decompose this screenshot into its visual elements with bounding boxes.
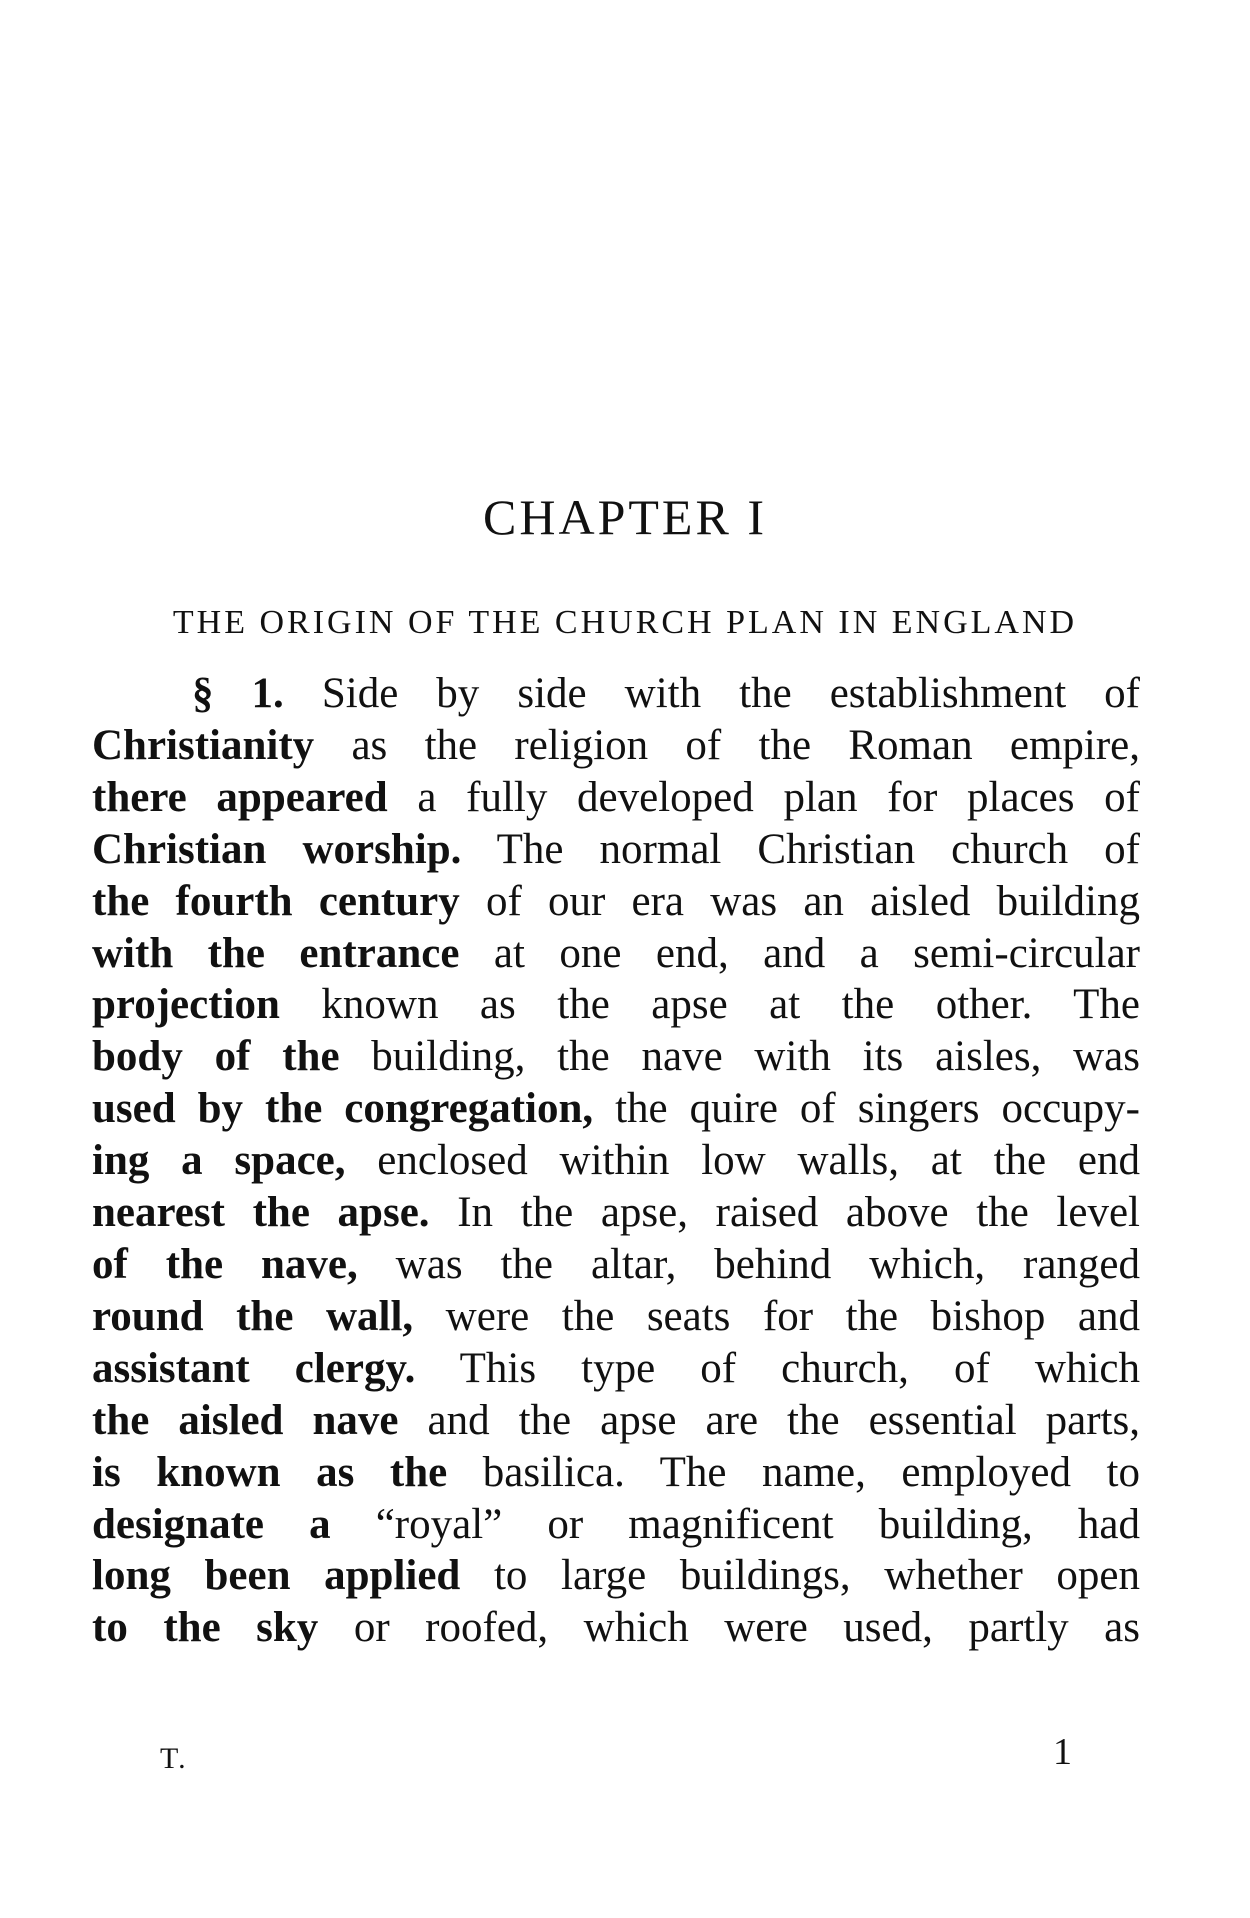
text-line: assistant clergy. This type of church, of which bbox=[92, 1344, 1140, 1392]
page-number: 1 bbox=[1053, 1731, 1072, 1773]
text-line: body of the building, the nave with its aisles, was bbox=[92, 1033, 1140, 1081]
chapter-heading: CHAPTER I bbox=[483, 488, 767, 545]
text-line: round the wall, were the seats for the bishop and bbox=[92, 1292, 1140, 1340]
text-line: the fourth century of our era was an aisled building bbox=[92, 877, 1140, 925]
text-line: to the sky or roofed, which were used, partly as bbox=[92, 1604, 1140, 1652]
text-line: ing a space, enclosed within low walls, at the end bbox=[92, 1137, 1141, 1185]
text-line: with the entrance at one end, and a semi-circular bbox=[92, 929, 1140, 977]
text-line: § 1. Side by side with the establishment of bbox=[192, 670, 1140, 717]
body-paragraph bbox=[92, 668, 1140, 1654]
signature-mark: T. bbox=[160, 1742, 188, 1775]
text-line: designate a “royal” or magnificent building, had bbox=[92, 1500, 1140, 1548]
text-line: Christian worship. The normal Christian church of bbox=[92, 825, 1140, 873]
text-line: Christianity as the religion of the Roman empire, bbox=[92, 721, 1140, 769]
text-line: is known as the basilica. The name, employed to bbox=[92, 1448, 1141, 1496]
text-line: of the nave, was the altar, behind which, ranged bbox=[92, 1240, 1140, 1288]
text-line: there appeared a fully developed plan for places of bbox=[92, 773, 1140, 821]
chapter-title: THE ORIGIN OF THE CHURCH PLAN IN ENGLAND bbox=[172, 604, 1078, 642]
text-line: projection known as the apse at the other. The bbox=[92, 981, 1140, 1029]
text-line: long been applied to large buildings, whether open bbox=[92, 1552, 1140, 1600]
text-line: used by the congregation, the quire of singers occupy- bbox=[92, 1085, 1140, 1133]
text-line: the aisled nave and the apse are the essential parts, bbox=[92, 1396, 1140, 1444]
text-line: nearest the apse. In the apse, raised above the level bbox=[92, 1189, 1140, 1237]
